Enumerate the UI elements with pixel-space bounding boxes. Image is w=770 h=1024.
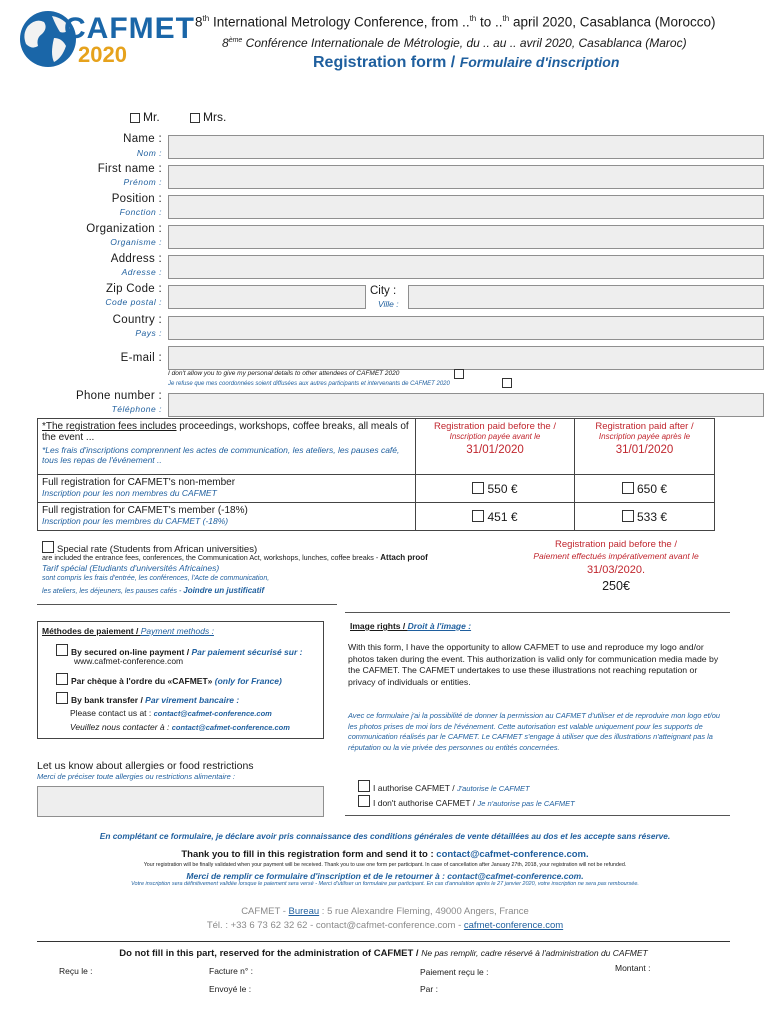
admin-facture: Facture n° :: [209, 966, 254, 976]
admin-montant: Montant :: [615, 963, 651, 973]
header-fr: 8ème Conférence Internationale de Métrologie, du .. au .. avril 2020, Casablanca (Maroc): [222, 36, 687, 50]
allergies-sublabel: Merci de préciser toute allergies ou restrictions alimentaire :: [37, 772, 235, 781]
email-label: E-mail :: [120, 352, 162, 364]
special-rate-fr3: les ateliers, les déjeuners, les pauses cafés - Joindre un justificatif: [42, 586, 265, 595]
bureau-link[interactable]: Bureau: [288, 906, 320, 917]
fee-row-member: Full registration for CAFMET's member (-18%) Inscription pour les membres du CAFMET (-18%) 451 € 533 €: [38, 503, 715, 531]
special-rate-fr: Tarif spécial (Etudiants d'universités Africaines): [42, 563, 220, 573]
payment-title: Méthodes de paiement / Payment methods :: [42, 626, 214, 636]
fee-option[interactable]: 550 €: [416, 475, 575, 503]
allergies-label: Let us know about allergies or food restrictions: [37, 760, 254, 772]
admin-recu: Reçu le :: [59, 966, 93, 976]
special-rate-checkbox[interactable]: [42, 541, 54, 553]
special-rate-fr2: sont compris les frais d'entrée, les conférences, l'Acte de communication,: [42, 575, 270, 582]
admin-envoye: Envoyé le :: [209, 984, 252, 994]
contact-en: Please contact us at : contact@cafmet-conference.com: [70, 708, 272, 718]
logo-year: 2020: [78, 42, 127, 67]
not-authorise-checkbox[interactable]: [358, 795, 370, 807]
first-name-field[interactable]: [168, 165, 764, 189]
validee-text: Votre inscription sera définitivement validée lorsque le paiement sera versé - Merci d'utiliser un formulaire par participant. En cas d'annulation après le 27 janvier 2020, votre inscription ne sera pas remboursée.: [131, 881, 639, 887]
email-field[interactable]: [168, 346, 764, 370]
header-en: 8th International Metrology Conference, from ..$^{th}$ to ..$^{th}$ april 2020, Casablanca (Morocco): [195, 14, 716, 30]
mrs-checkbox[interactable]: [190, 113, 200, 123]
before-header-cell: Registration paid before the / Inscription payée avant le 31/01/2020: [416, 419, 575, 475]
logo-name: CAFMET: [64, 12, 195, 45]
organization-sublabel: Organisme :: [110, 237, 162, 247]
fee-option[interactable]: 451 €: [416, 503, 575, 531]
online-payment-option[interactable]: By secured on-line payment / Par paiement sécurisé sur :: [56, 644, 302, 657]
contact-text: Tél. : +33 6 73 62 32 62 - contact@cafmet-conference.com - cafmet-conference.com: [206, 920, 564, 931]
fees-table: [37, 418, 715, 531]
name-label: Name :: [123, 133, 162, 145]
mr-checkbox[interactable]: [130, 113, 140, 123]
zip-label: Zip Code :: [105, 283, 162, 295]
merci-text: Merci de remplir ce formulaire d'inscription et de le retourner à : contact@cafmet-conference.com.: [186, 871, 584, 881]
bank-transfer-option[interactable]: By bank transfer / Par virement bancaire :: [56, 692, 239, 705]
organization-field[interactable]: [168, 225, 764, 249]
name-sublabel: Nom :: [136, 148, 162, 158]
after-header-cell: Registration paid after / Inscription payée après le 31/01/2020: [575, 419, 715, 475]
admin-paiement: Paiement reçu le :: [420, 967, 489, 977]
zip-sublabel: Code postal :: [105, 297, 162, 307]
zip-field[interactable]: [168, 285, 366, 309]
special-price: 250€: [602, 579, 630, 593]
page-title: Registration form / Formulaire d'inscription: [313, 54, 620, 71]
address-sublabel: Adresse :: [121, 267, 162, 277]
logo: [14, 8, 195, 70]
divider: [345, 815, 730, 816]
admin-title: Do not fill in this part, reserved for the administration of CAFMET / Ne pas remplir, cadre réservé à l'administration du CAFMET: [119, 948, 648, 959]
special-rate-option[interactable]: Special rate (Students from African universities): [42, 541, 257, 555]
name-field[interactable]: [168, 135, 764, 159]
privacy-fr-checkbox[interactable]: [502, 378, 512, 388]
special-rate-includes: are included the entrance fees, conferences, the Communication Act, workshops, lunches, coffee breaks - Attach proof: [42, 553, 428, 562]
first-name-sublabel: Prénom :: [123, 177, 162, 187]
privacy-fr: Je refuse que mes coordonnées soient diffusées aux autres participants et intervenants de CAFMET 2020: [168, 381, 450, 387]
fee-checkbox[interactable]: [472, 482, 484, 494]
phone-label: Phone number :: [75, 390, 162, 402]
country-sublabel: Pays :: [135, 328, 162, 338]
fee-option[interactable]: 533 €: [575, 503, 715, 531]
special-paid-en: Registration paid before the /: [555, 539, 677, 550]
position-field[interactable]: [168, 195, 764, 219]
bank-transfer-checkbox[interactable]: [56, 692, 68, 704]
position-label: Position :: [111, 193, 162, 205]
privacy-en: I don't allow you to give my personal details to other attendees of CAFMET 2020: [168, 370, 400, 377]
online-payment-checkbox[interactable]: [56, 644, 68, 656]
not-authorise-option[interactable]: I don't authorise CAFMET / Je n'autorise pas le CAFMET: [358, 795, 575, 808]
payment-url[interactable]: www.cafmet-conference.com: [74, 656, 184, 666]
authorise-option[interactable]: I authorise CAFMET / J'autorise le CAFMET: [358, 780, 530, 793]
fee-row-non-member: Full registration for CAFMET's non-member Inscription pour les non membres du CAFMET 550 € 650 €: [38, 475, 715, 503]
cheque-option[interactable]: Par chèque à l'ordre du «CAFMET» (only for France): [56, 673, 282, 686]
contact-fr: Veuillez nous contacter à : contact@cafmet-conference.com: [70, 722, 290, 732]
admin-par: Par :: [420, 984, 438, 994]
city-sublabel: Ville :: [378, 299, 399, 309]
image-rights-title: Image rights / Droit à l'image :: [350, 621, 472, 631]
fee-checkbox[interactable]: [622, 482, 634, 494]
city-label: City :: [370, 285, 397, 297]
organization-label: Organization :: [86, 223, 162, 235]
phone-sublabel: Téléphone :: [111, 404, 162, 414]
country-field[interactable]: [168, 316, 764, 340]
privacy-en-checkbox[interactable]: [454, 369, 464, 379]
position-sublabel: Fonction :: [119, 207, 162, 217]
divider: [345, 612, 730, 613]
validation-text: Your registration will be finally validated when your payment will be received. Thank you to use one form per participant. In case of cancellation after January 27th, 2018, your registration will not be refunded.: [143, 862, 627, 868]
special-paid-fr: Paiement effectués impérativement avant le: [533, 551, 699, 561]
fee-checkbox[interactable]: [622, 510, 634, 522]
allergies-field[interactable]: [37, 786, 324, 817]
cheque-checkbox[interactable]: [56, 673, 68, 685]
authorise-checkbox[interactable]: [358, 780, 370, 792]
phone-field[interactable]: [168, 393, 764, 417]
agreement-text: En complétant ce formulaire, je déclare avoir pris connaissance des conditions générales de vente détaillées au dos et les accepte sans réserve.: [99, 831, 671, 841]
thanks-text: Thank you to fill in this registration form and send it to : contact@cafmet-conference.com.: [181, 849, 589, 860]
admin-box: [37, 941, 730, 1013]
first-name-label: First name :: [97, 163, 162, 175]
address-label: Address :: [110, 253, 162, 265]
mr-option[interactable]: Mr.: [130, 110, 160, 124]
address-field[interactable]: [168, 255, 764, 279]
fee-checkbox[interactable]: [472, 510, 484, 522]
address-text: CAFMET - Bureau : 5 rue Alexandre Fleming, 49000 Angers, France: [241, 906, 529, 917]
fee-option[interactable]: 650 €: [575, 475, 715, 503]
country-label: Country :: [112, 314, 162, 326]
city-field[interactable]: [408, 285, 764, 309]
mrs-option[interactable]: Mrs.: [190, 110, 226, 124]
image-rights-text-fr: Avec ce formulaire j'ai la possibilité de donner la permission au CAFMET d'utiliser et de reproduire mon logo et/ou les photos prises de moi lors de l'événement. Cette autorisation est valable uniquement pour les supports de communication réalisés par le CAFMET. Le CAFMET s'engage à utiliser que des illustrations n'atteignant pas la réputation ou la vie privée des personnes ou entités concernées.: [348, 711, 720, 752]
divider: [37, 604, 337, 605]
image-rights-text-en: With this form, I have the opportunity to allow CAFMET to use and reproduce my logo and/or photos taken during the event. This authorization is valid only for communication media made by the CAFMET. The CAFMET undertakes to use these illustrations not reaching reputation or privacy of individuals or entities.: [348, 642, 719, 687]
website-link[interactable]: cafmet-conference.com: [463, 920, 564, 931]
special-date: 31/03/2020.: [586, 564, 646, 576]
payment-box: [37, 621, 324, 739]
fees-header-cell: *The registration fees includes proceedings, workshops, coffee breaks, all meals of the event ... *Les frais d'inscriptions comprennent les actes de communication, les ateliers, les pauses café, tous les repas de l'événement ..: [38, 419, 416, 475]
